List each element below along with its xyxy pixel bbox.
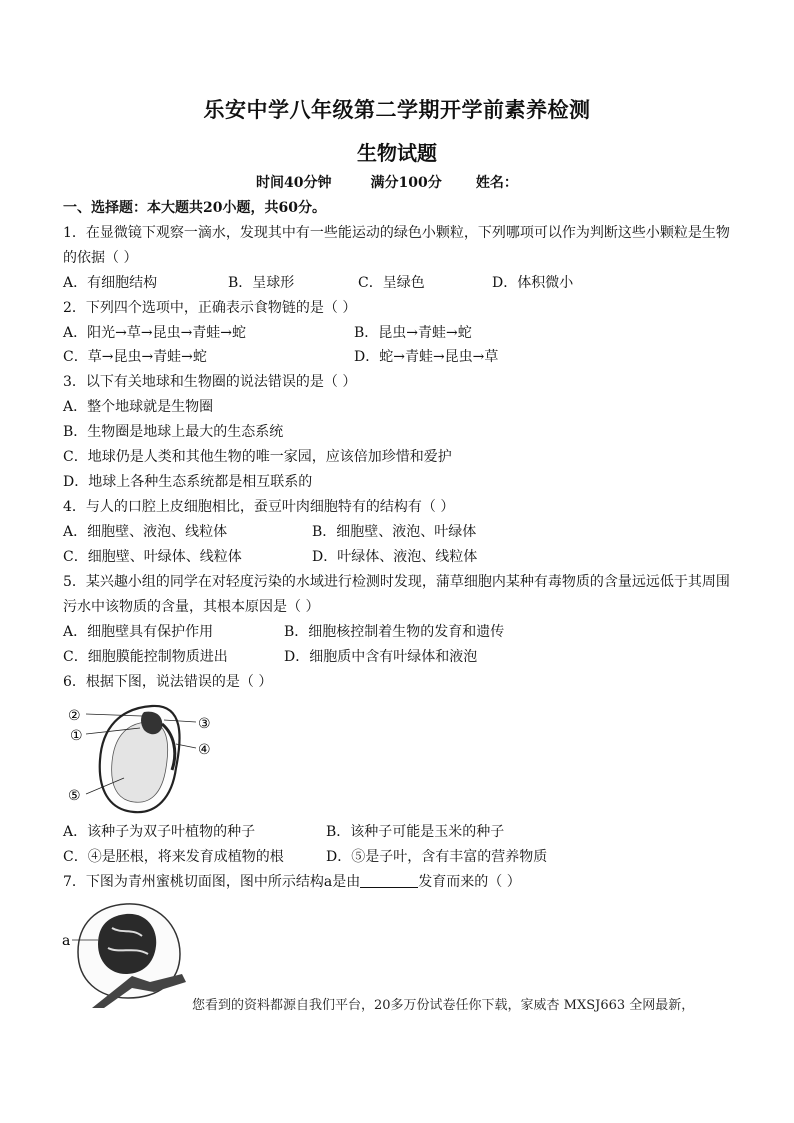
q6-stem: 6．根据下图，说法错误的是（ ）: [63, 674, 273, 690]
q1-stem-line2: 的依据（ ）: [63, 250, 138, 266]
q2-stem: 2．下列四个选项中，正确表示食物链的是（ ）: [63, 300, 357, 316]
name-label: 姓名：: [475, 175, 518, 191]
seed-label-2: ②: [68, 708, 81, 724]
q6-option-a: A．该种子为双子叶植物的种子: [63, 824, 256, 840]
q6-option-d: D．⑤是子叶，含有丰富的营养物质: [326, 849, 548, 865]
q7-answer-blank: [360, 873, 418, 888]
q2-option-b: B．昆虫→青蛙→蛇: [354, 325, 472, 341]
q6-option-c: C．④是胚根，将来发育成植物的根: [63, 849, 284, 865]
q5-stem-line1: 5．某兴趣小组的同学在对轻度污染的水域进行检测时发现，蒲草细胞内某种有毒物质的含量远远低于其周围: [63, 574, 730, 590]
q4-option-c: C．细胞壁、叶绿体、线粒体: [63, 549, 242, 565]
section-heading: 一、选择题：本大题共20小题，共60分。: [63, 200, 326, 216]
q6-option-b: B．该种子可能是玉米的种子: [326, 824, 505, 840]
q2-option-c: C．草→昆虫→青蛙→蛇: [63, 349, 207, 365]
q7-stem-pre: 7．下图为青州蜜桃切面图，图中所示结构a是由: [63, 874, 361, 890]
exam-time: 时间40分钟: [256, 175, 332, 191]
seed-label-4: ④: [198, 742, 211, 758]
q3-stem: 3．以下有关地球和生物圈的说法错误的是（ ）: [63, 374, 357, 390]
q3-option-c: C．地球仍是人类和其他生物的唯一家园，应该倍加珍惜和爱护: [63, 449, 452, 465]
q5-option-b: B．细胞核控制着生物的发育和遗传: [284, 624, 505, 640]
q2-option-d: D．蛇→青蛙→昆虫→草: [354, 349, 499, 365]
q5-option-a: A．细胞壁具有保护作用: [63, 624, 214, 640]
seed-label-1: ①: [70, 728, 83, 744]
seed-label-5: ⑤: [68, 788, 81, 804]
peach-label-a: a: [62, 933, 71, 949]
q4-option-b: B．细胞壁、液泡、叶绿体: [312, 524, 477, 540]
q1-option-b: B．呈球形: [228, 275, 295, 291]
q3-option-a: A．整个地球就是生物圈: [63, 399, 214, 415]
q1-option-d: D．体积微小: [492, 275, 574, 291]
q1-option-a: A．有细胞结构: [63, 275, 158, 291]
peach-pit: [98, 914, 156, 974]
footer-note: 您看到的资料都源自我们平台，20多万份试卷任你下载，家威杏 MXSJ663 全网最新，: [192, 998, 695, 1013]
exam-subtitle: 生物试题: [357, 141, 437, 165]
q3-option-b: B．生物圈是地球上最大的生态系统: [63, 424, 284, 440]
q4-option-d: D．叶绿体、液泡、线粒体: [312, 549, 478, 565]
q3-option-d: D．地球上各种生态系统都是相互联系的: [63, 474, 313, 490]
peach-diagram: [62, 898, 188, 1008]
exam-title: 乐安中学八年级第二学期开学前素养检测: [203, 97, 591, 122]
q7-stem-post: 发育而来的（ ）: [418, 874, 521, 890]
seed-diagram: [64, 698, 224, 818]
q7-stem: [63, 872, 521, 892]
q4-stem: 4．与人的口腔上皮细胞相比，蚕豆叶肉细胞特有的结构有（ ）: [63, 499, 455, 515]
exam-score: 满分100分: [370, 175, 442, 191]
q1-option-c: C．呈绿色: [358, 275, 425, 291]
q5-option-c: C．细胞膜能控制物质进出: [63, 649, 228, 665]
q5-option-d: D．细胞质中含有叶绿体和液泡: [284, 649, 478, 665]
q5-stem-line2: 污水中该物质的含量，其根本原因是（ ）: [63, 599, 320, 615]
q1-stem-line1: 1．在显微镜下观察一滴水，发现其中有一些能运动的绿色小颗粒，下列哪项可以作为判断这些小颗粒是生物: [63, 225, 730, 241]
seed-label-3: ③: [198, 716, 211, 732]
q2-option-a: A．阳光→草→昆虫→青蛙→蛇: [63, 325, 247, 341]
exam-meta: [256, 172, 518, 192]
q4-option-a: A．细胞壁、液泡、线粒体: [63, 524, 228, 540]
